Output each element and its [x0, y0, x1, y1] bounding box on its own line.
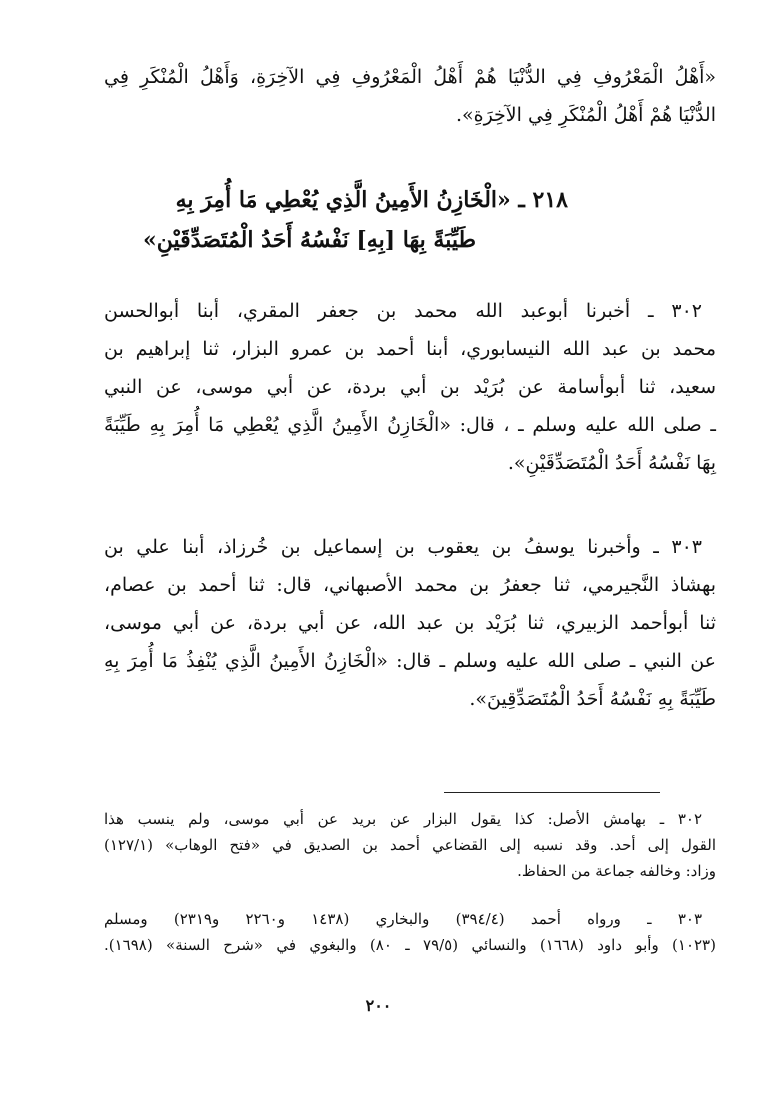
footnote-line: ٣٠٣ ـ ورواه أحمد (٣٩٤/٤) والبخاري (١٤٣٨ و٢٢٦٠ و٢٣١٩) ومسلم	[104, 910, 702, 928]
footnote-302	[104, 806, 716, 884]
footnote-line: القول إلى أحد. وقد نسبه إلى القضاعي أحمد بن الصديق في «فتح الوهاب» (١٢٧/١)	[104, 836, 716, 854]
hadith-line: بهشاذ النَّجيرمي، ثنا جعفرُ بن محمد الأصبهاني، قال: ثنا أحمد بن عصام،	[104, 574, 716, 596]
hadith-line: سعيد، ثنا أبوأسامة عن بُرَيْد بن أبي بردة، عن أبي موسى، عن النبي	[104, 376, 716, 398]
page-number: ٢٠٠	[365, 996, 392, 1015]
hadith-line: عن النبي ـ صلى الله عليه وسلم ـ قال: «الْخَازِنُ الأَمِينُ الَّذِي يُنْفِذُ مَا أُمِرَ بِهِ	[104, 650, 716, 672]
hadith-line: ـ صلى الله عليه وسلم ـ ، قال: «الْخَازِنُ الأَمِينُ الَّذِي يُعْطِي مَا أُمِرَ بِهِ طَيِّبَةً	[104, 414, 716, 436]
heading-line: طَيِّبَةً بِهَا [بِهِ] نَفْسُهُ أَحَدُ الْمُتَصَدِّقَيْنِ»	[143, 227, 476, 253]
hadith-302-paragraph	[104, 292, 716, 482]
intro-line: الدُّنْيَا هُمْ أَهْلُ الْمُنْكَرِ فِي الآخِرَةِ».	[455, 104, 716, 126]
hadith-line: بِهَا نَفْسُهُ أَحَدُ الْمُتَصَدِّقَيْنِ».	[507, 452, 716, 474]
hadith-line: محمد بن عبد الله النيسابوري، أبنا أحمد بن عمرو البزار، ثنا إبراهيم بن	[104, 338, 716, 360]
section-heading-218	[143, 180, 568, 260]
hadith-303-paragraph	[104, 528, 716, 718]
footnote-line: ٣٠٢ ـ بهامش الأصل: كذا يقول البزار عن بريد عن أبي موسى، ولم ينسب هذا	[104, 810, 702, 828]
hadith-line: ٣٠٢ ـ أخبرنا أبوعبد الله محمد بن جعفر المقري، أبنا أبوالحسن	[104, 300, 702, 322]
footnote-line: وزاد: وخالفه جماعة من الحفاظ.	[517, 862, 716, 880]
hadith-line: ثنا أبوأحمد الزبيري، ثنا بُرَيْد بن عبد الله، عن أبي بردة، عن أبي موسى،	[104, 612, 716, 634]
hadith-line: ٣٠٣ ـ وأخبرنا يوسفُ بن يعقوب بن إسماعيل بن خُرزاذ، أبنا علي بن	[104, 536, 702, 558]
intro-line: «أَهْلُ الْمَعْرُوفِ فِي الدُّنْيَا هُمْ أَهْلُ الْمَعْرُوفِ فِي الآخِرَةِ، وَأَهْلُ الْمُنْكَرِ فِي	[104, 66, 716, 88]
footnote-303	[104, 906, 716, 958]
hadith-line: طَيِّبَةً بِهِ نَفْسُهُ أَحَدُ الْمُتَصَدِّقِينَ».	[469, 688, 716, 710]
footnote-separator	[444, 792, 660, 793]
intro-paragraph	[104, 58, 716, 134]
heading-line: ٢١٨ ـ «الْخَازِنُ الأَمِينُ الَّذِي يُعْطِي مَا أُمِرَ بِهِ	[175, 187, 568, 213]
footnote-line: (١٠٢٣) وأبو داود (١٦٦٨) والنسائي (٧٩/٥ ـ ٨٠) والبغوي في «شرح السنة» (١٦٩٨).	[104, 936, 716, 954]
